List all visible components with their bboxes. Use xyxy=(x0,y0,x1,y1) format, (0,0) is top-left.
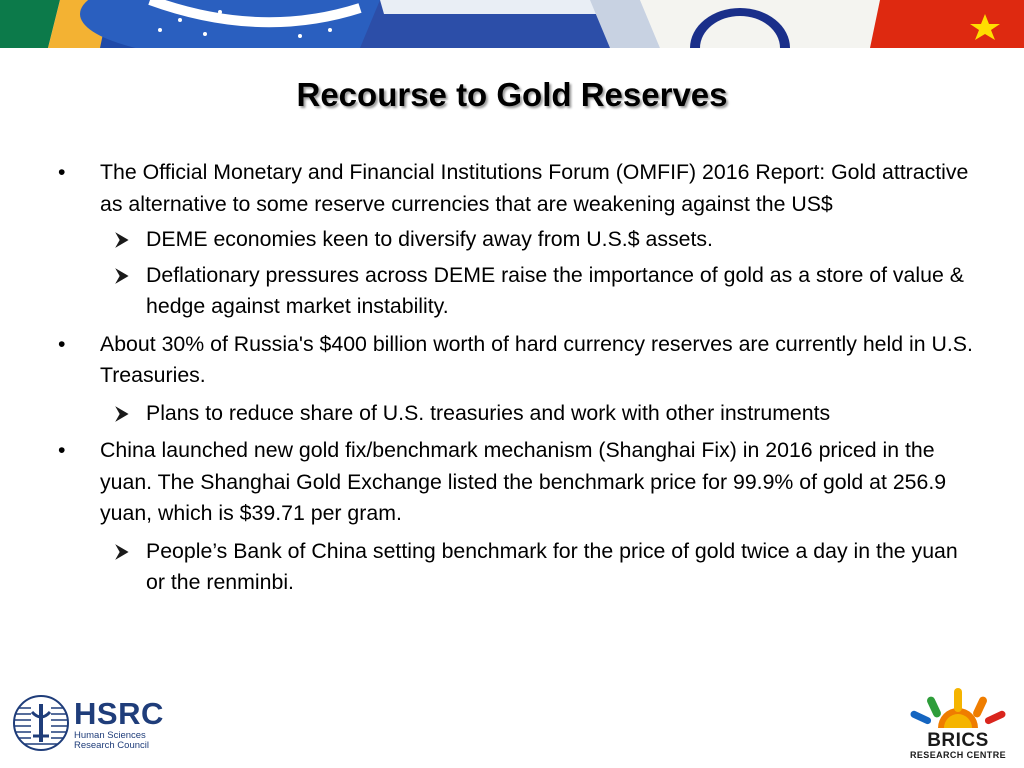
arrow-bullet-icon xyxy=(114,536,138,560)
bullet-text: Deflationary pressures across DEME raise the importance of gold as a store of value & hedge against market instability. xyxy=(146,262,964,318)
sub-bullet-item xyxy=(58,398,978,430)
flags-image xyxy=(0,0,1024,48)
slide-title: Recourse to Gold Reserves xyxy=(296,76,728,113)
bullet-text: China launched new gold fix/benchmark mechanism (Shanghai Fix) in 2016 priced in the yuan. The Shanghai Gold Exchange listed the benchmark price for 99.9% of gold at 256.9 yuan, which is $39.71 per gram. xyxy=(100,438,947,525)
bullet-text: About 30% of Russia's $400 billion worth of hard currency reserves are currently held in U.S. Treasuries. xyxy=(100,331,973,387)
bullet-dot-icon: • xyxy=(58,331,66,356)
hsrc-logo xyxy=(12,694,182,758)
hsrc-subtitle-line2: Research Council xyxy=(74,740,149,751)
bullet-list xyxy=(58,157,978,599)
hsrc-name: HSRC xyxy=(74,696,164,731)
bullet-item xyxy=(58,329,978,392)
bullet-text: The Official Monetary and Financial Institutions Forum (OMFIF) 2016 Report: Gold attractive as alternative to some reserve currencies that are weakening against the US$ xyxy=(100,160,969,216)
brics-logo xyxy=(900,684,1016,764)
brics-name: BRICS xyxy=(927,730,989,751)
hsrc-subtitle xyxy=(74,731,184,751)
bullet-text: Plans to reduce share of U.S. treasuries and work with other instruments xyxy=(146,400,831,425)
sub-bullet-item xyxy=(58,536,978,599)
arrow-bullet-icon xyxy=(114,260,138,284)
bullet-item xyxy=(58,435,978,530)
brics-subtitle: RESEARCH CENTRE xyxy=(909,750,1006,760)
flag-banner xyxy=(0,0,1024,48)
sub-bullet-item xyxy=(58,260,978,323)
hsrc-subtitle-line1: Human Sciences xyxy=(74,730,146,741)
bullet-text: DEME economies keen to diversify away from U.S.$ assets. xyxy=(146,227,713,251)
sub-bullet-item xyxy=(58,224,978,256)
hsrc-emblem-icon xyxy=(12,694,70,752)
bullet-dot-icon: • xyxy=(58,160,66,184)
bullet-dot-icon: • xyxy=(58,438,66,462)
bullet-text: People’s Bank of China setting benchmark for the price of gold twice a day in the yuan or the renminbi. xyxy=(146,538,958,594)
arrow-bullet-icon xyxy=(114,398,138,422)
brics-sunburst-icon xyxy=(900,684,1016,734)
arrow-bullet-icon xyxy=(114,224,138,248)
bullet-item xyxy=(58,157,978,220)
